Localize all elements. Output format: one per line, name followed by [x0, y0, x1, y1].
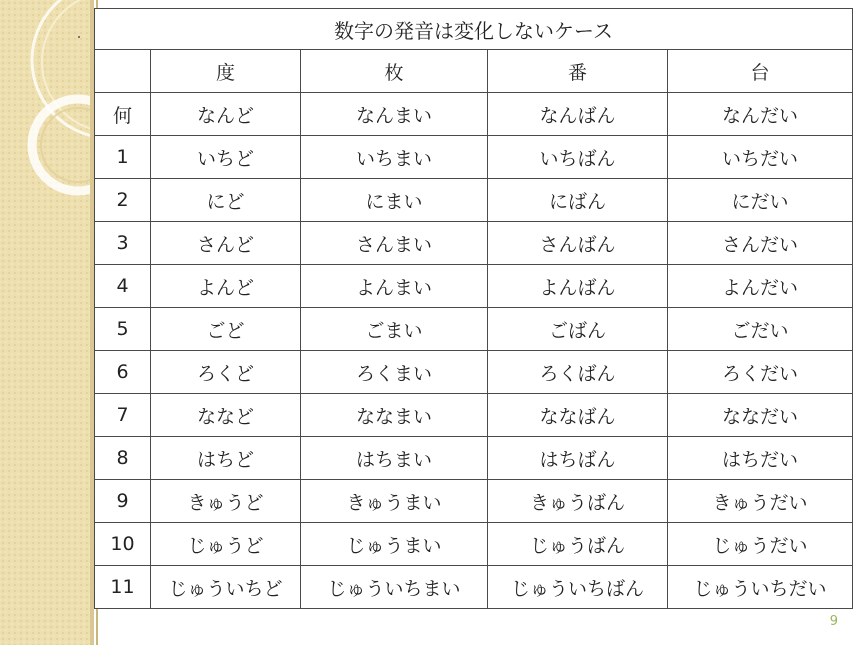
- table-cell: ろくだい: [668, 351, 853, 394]
- header-cell-corner: [95, 50, 151, 93]
- table-cell: じゅうばん: [488, 523, 668, 566]
- table-row: [95, 394, 853, 437]
- table-cell: よんまい: [301, 265, 488, 308]
- decorative-rings: [0, 0, 90, 645]
- table-cell: にまい: [301, 179, 488, 222]
- table-cell: にだい: [668, 179, 853, 222]
- row-label-cell: 11: [95, 566, 151, 609]
- table-row: [95, 222, 853, 265]
- table-cell: にど: [151, 179, 301, 222]
- table-cell: ろくばん: [488, 351, 668, 394]
- table-row: [95, 566, 853, 609]
- table-cell: なんばん: [488, 93, 668, 136]
- table-cell: いちばん: [488, 136, 668, 179]
- table-cell: ななばん: [488, 394, 668, 437]
- table-cell: はちだい: [668, 437, 853, 480]
- table-cell: きゅうだい: [668, 480, 853, 523]
- table-cell: なんまい: [301, 93, 488, 136]
- row-label-cell: 10: [95, 523, 151, 566]
- row-label-cell: 何: [95, 93, 151, 136]
- table-header-row: [95, 50, 853, 93]
- table-cell: ごど: [151, 308, 301, 351]
- table-cell: ごまい: [301, 308, 488, 351]
- table-cell: にばん: [488, 179, 668, 222]
- decorative-side-panel: [0, 0, 90, 645]
- row-label-cell: 2: [95, 179, 151, 222]
- header-cell-do: 度: [151, 50, 301, 93]
- table-cell: はちばん: [488, 437, 668, 480]
- table-row: [95, 308, 853, 351]
- row-label-cell: 6: [95, 351, 151, 394]
- header-cell-dai: 台: [668, 50, 853, 93]
- row-label-cell: 8: [95, 437, 151, 480]
- reading-table: [94, 8, 853, 609]
- table-cell: なんど: [151, 93, 301, 136]
- table-row: [95, 265, 853, 308]
- table-cell: きゅうまい: [301, 480, 488, 523]
- table-cell: さんど: [151, 222, 301, 265]
- table-cell: ななまい: [301, 394, 488, 437]
- header-cell-mai: 枚: [301, 50, 488, 93]
- row-label-cell: 1: [95, 136, 151, 179]
- table-title-row: [95, 9, 853, 50]
- table-row: [95, 480, 853, 523]
- table-cell: いちだい: [668, 136, 853, 179]
- table-cell: ななど: [151, 394, 301, 437]
- row-label-cell: 4: [95, 265, 151, 308]
- table-cell: さんまい: [301, 222, 488, 265]
- slide-title: 数字の発音は変化しないケース: [95, 9, 853, 50]
- row-label-cell: 5: [95, 308, 151, 351]
- page-number: 9: [829, 614, 838, 629]
- table-cell: よんだい: [668, 265, 853, 308]
- table-cell: さんだい: [668, 222, 853, 265]
- table-row: [95, 136, 853, 179]
- table-cell: いちまい: [301, 136, 488, 179]
- header-cell-ban: 番: [488, 50, 668, 93]
- table-cell: ろくまい: [301, 351, 488, 394]
- table-row: [95, 179, 853, 222]
- table-cell: ななだい: [668, 394, 853, 437]
- table-cell: はちど: [151, 437, 301, 480]
- table-row: [95, 351, 853, 394]
- table-row: [95, 93, 853, 136]
- table-cell: ごだい: [668, 308, 853, 351]
- table-cell: なんだい: [668, 93, 853, 136]
- decorative-dot: [78, 36, 80, 38]
- table-cell: ろくど: [151, 351, 301, 394]
- row-label-cell: 7: [95, 394, 151, 437]
- row-label-cell: 3: [95, 222, 151, 265]
- table-cell: じゅうど: [151, 523, 301, 566]
- table-cell: じゅういちど: [151, 566, 301, 609]
- table-cell: じゅういちまい: [301, 566, 488, 609]
- table-cell: さんばん: [488, 222, 668, 265]
- row-label-cell: 9: [95, 480, 151, 523]
- table-cell: きゅうど: [151, 480, 301, 523]
- table-cell: じゅうまい: [301, 523, 488, 566]
- table-cell: いちど: [151, 136, 301, 179]
- table-cell: はちまい: [301, 437, 488, 480]
- table-row: [95, 523, 853, 566]
- table-cell: ごばん: [488, 308, 668, 351]
- table-cell: きゅうばん: [488, 480, 668, 523]
- table-cell: じゅういちだい: [668, 566, 853, 609]
- table-cell: よんど: [151, 265, 301, 308]
- table-cell: じゅうだい: [668, 523, 853, 566]
- table-row: [95, 437, 853, 480]
- table-cell: じゅういちばん: [488, 566, 668, 609]
- table-cell: よんばん: [488, 265, 668, 308]
